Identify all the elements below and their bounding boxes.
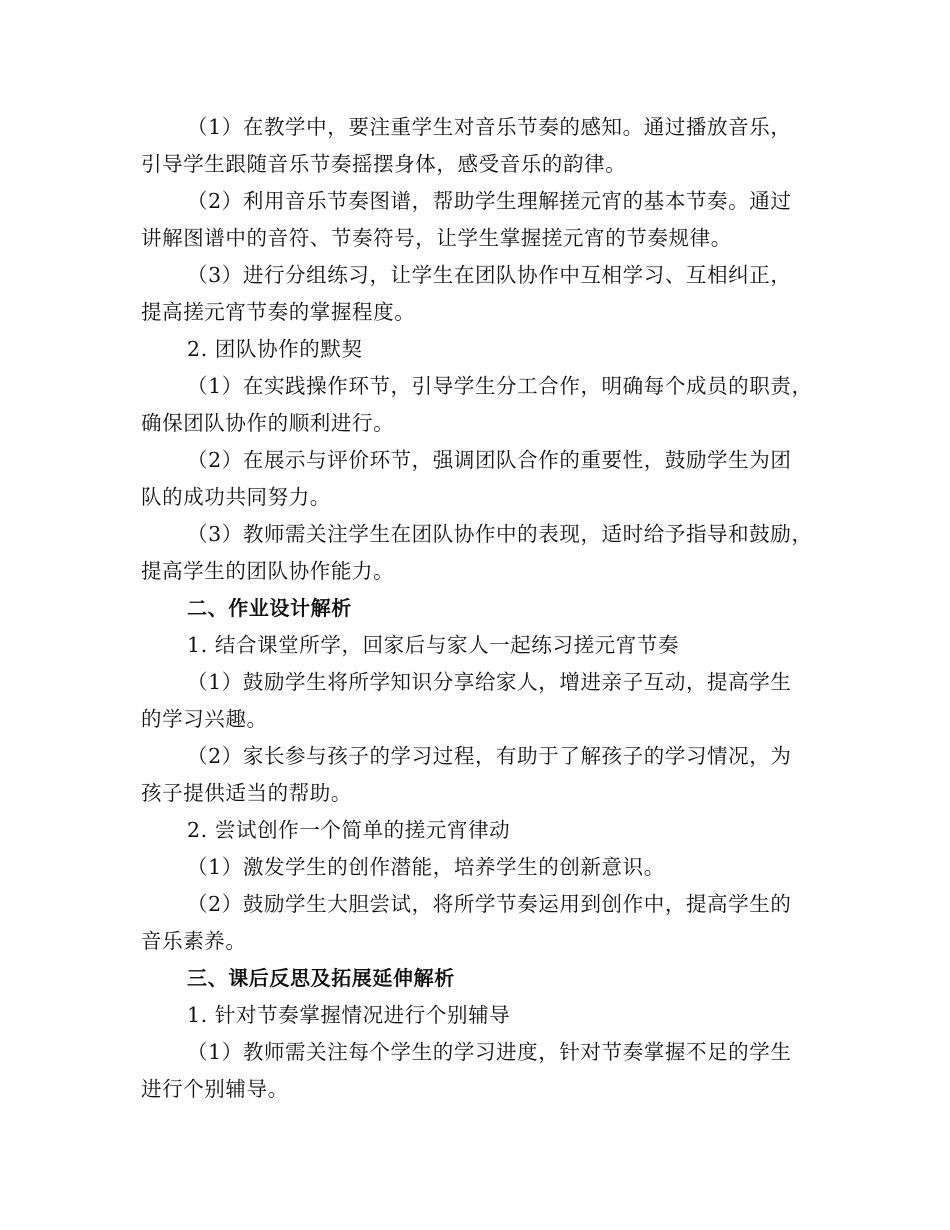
- paragraph-line: 队的成功共同努力。: [141, 485, 331, 509]
- paragraph-line: 讲解图谱中的音符、节奏符号，让学生掌握搓元宵的节奏规律。: [141, 226, 732, 250]
- subsection-heading: 2. 尝试创作一个简单的搓元宵律动: [187, 818, 511, 842]
- paragraph-line: 引导学生跟随音乐节奏摇摆身体，感受音乐的韵律。: [141, 152, 627, 176]
- paragraph-line: （1）激发学生的创作潜能，培养学生的创新意识。: [187, 855, 665, 879]
- paragraph-line: 提高搓元宵节奏的掌握程度。: [141, 300, 416, 324]
- paragraph-line: （3）进行分组练习，让学生在团队协作中互相学习、互相纠正，: [187, 263, 792, 287]
- subsection-heading: 1. 结合课堂所学，回家后与家人一起练习搓元宵节奏: [187, 633, 680, 657]
- section-heading: 二、作业设计解析: [187, 596, 352, 620]
- paragraph-line: （2）在展示与评价环节，强调团队合作的重要性，鼓励学生为团: [187, 448, 792, 472]
- paragraph-line: 提高学生的团队协作能力。: [141, 559, 395, 583]
- paragraph-line: （1）鼓励学生将所学知识分享给家人，增进亲子互动，提高学生: [187, 670, 792, 694]
- paragraph-line: （2）家长参与孩子的学习过程，有助于了解孩子的学习情况，为: [187, 744, 792, 768]
- paragraph-line: （3）教师需关注学生在团队协作中的表现，适时给予指导和鼓励，: [187, 522, 813, 546]
- paragraph-line: （1）在实践操作环节，引导学生分工合作，明确每个成员的职责，: [187, 374, 813, 398]
- paragraph-line: 确保团队协作的顺利进行。: [141, 411, 395, 435]
- paragraph-line: （1）在教学中，要注重学生对音乐节奏的感知。通过播放音乐，: [187, 115, 792, 139]
- section-heading: 三、课后反思及拓展延伸解析: [187, 966, 455, 990]
- paragraph-line: （2）鼓励学生大胆尝试，将所学节奏运用到创作中，提高学生的: [187, 892, 792, 916]
- subsection-heading: 2. 团队协作的默契: [187, 337, 363, 361]
- subsection-heading: 1. 针对节奏掌握情况进行个别辅导: [187, 1003, 511, 1027]
- paragraph-line: （2）利用音乐节奏图谱，帮助学生理解搓元宵的基本节奏。通过: [187, 189, 792, 213]
- paragraph-line: 进行个别辅导。: [141, 1077, 289, 1101]
- paragraph-line: （1）教师需关注每个学生的学习进度，针对节奏掌握不足的学生: [187, 1040, 792, 1064]
- paragraph-line: 的学习兴趣。: [141, 707, 268, 731]
- paragraph-line: 音乐素养。: [141, 929, 247, 953]
- paragraph-line: 孩子提供适当的帮助。: [141, 781, 352, 805]
